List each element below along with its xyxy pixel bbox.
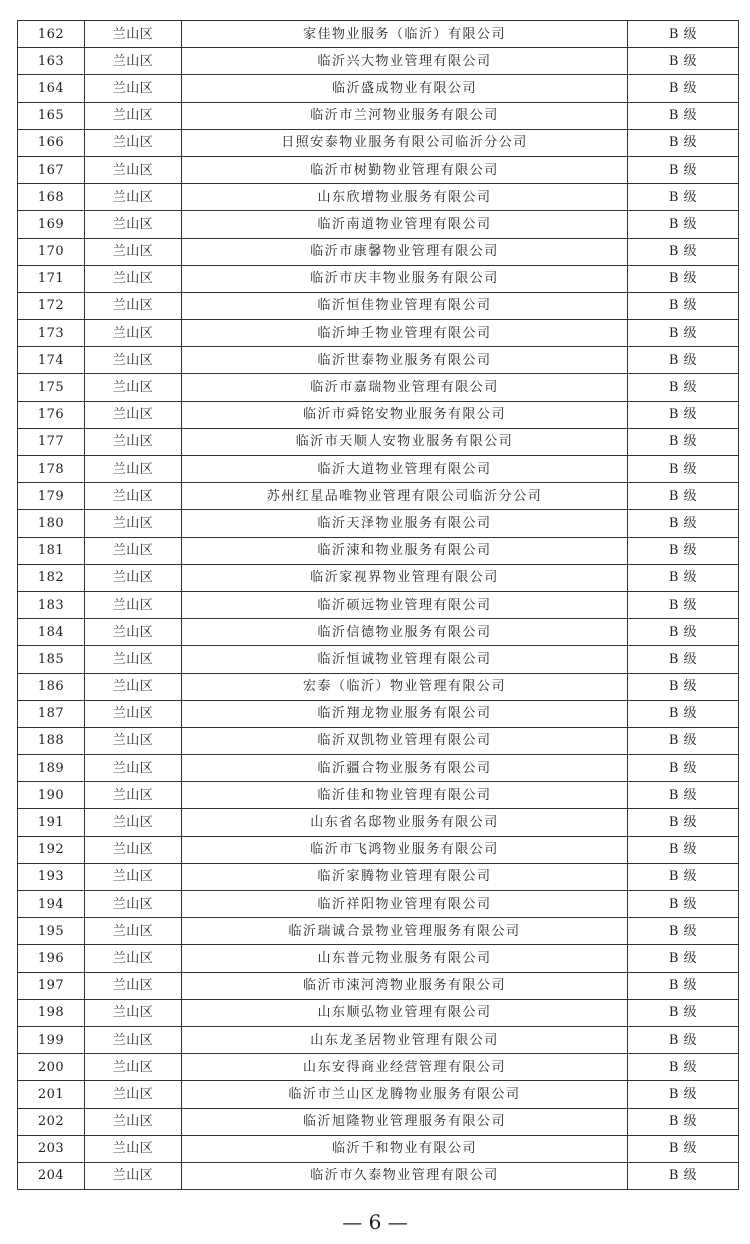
row-number-cell: 165 [18,102,85,129]
district-cell: 兰山区 [85,591,182,618]
row-number-cell: 167 [18,156,85,183]
company-name-cell: 临沂市天顺人安物业服务有限公司 [182,428,628,455]
grade-cell: B 级 [628,809,739,836]
company-name-cell: 临沂天泽物业服务有限公司 [182,510,628,537]
district-cell: 兰山区 [85,918,182,945]
table-row [18,1026,739,1053]
row-number-cell: 179 [18,483,85,510]
district-cell: 兰山区 [85,1026,182,1053]
row-number-cell: 202 [18,1108,85,1135]
row-number-cell: 199 [18,1026,85,1053]
table-row [18,401,739,428]
grade-cell: B 级 [628,320,739,347]
district-cell: 兰山区 [85,320,182,347]
district-cell: 兰山区 [85,836,182,863]
table-body [18,21,739,1190]
company-name-cell: 临沂市涑河湾物业服务有限公司 [182,972,628,999]
company-name-cell: 山东安得商业经营管理有限公司 [182,1054,628,1081]
row-number-cell: 193 [18,863,85,890]
company-name-cell: 临沂疆合物业服务有限公司 [182,755,628,782]
row-number-cell: 204 [18,1162,85,1189]
company-name-cell: 临沂佳和物业管理有限公司 [182,782,628,809]
table-row [18,320,739,347]
table-row [18,292,739,319]
table-row [18,591,739,618]
table-row [18,863,739,890]
row-number-cell: 187 [18,700,85,727]
row-number-cell: 203 [18,1135,85,1162]
table-row [18,836,739,863]
table-row [18,156,739,183]
table-row [18,1108,739,1135]
table-row [18,21,739,48]
company-name-cell: 临沂市兰山区龙腾物业服务有限公司 [182,1081,628,1108]
district-cell: 兰山区 [85,510,182,537]
grade-cell: B 级 [628,891,739,918]
district-cell: 兰山区 [85,891,182,918]
company-name-cell: 临沂恒诚物业管理有限公司 [182,646,628,673]
table-row [18,102,739,129]
grade-cell: B 级 [628,456,739,483]
company-name-cell: 临沂家视界物业管理有限公司 [182,564,628,591]
district-cell: 兰山区 [85,1081,182,1108]
company-name-cell: 家佳物业服务（临沂）有限公司 [182,21,628,48]
district-cell: 兰山区 [85,75,182,102]
grade-cell: B 级 [628,945,739,972]
table-row [18,972,739,999]
row-number-cell: 162 [18,21,85,48]
table-row [18,809,739,836]
company-name-cell: 临沂市嘉瑞物业管理有限公司 [182,374,628,401]
district-cell: 兰山区 [85,347,182,374]
row-number-cell: 198 [18,999,85,1026]
district-cell: 兰山区 [85,21,182,48]
company-name-cell: 临沂千和物业有限公司 [182,1135,628,1162]
row-number-cell: 197 [18,972,85,999]
table-row [18,456,739,483]
grade-cell: B 级 [628,619,739,646]
district-cell: 兰山区 [85,945,182,972]
company-name-cell: 临沂市飞鸿物业服务有限公司 [182,836,628,863]
table-row [18,238,739,265]
table-row [18,483,739,510]
grade-cell: B 级 [628,1135,739,1162]
district-cell: 兰山区 [85,999,182,1026]
company-name-cell: 临沂信德物业服务有限公司 [182,619,628,646]
company-name-cell: 临沂家腾物业管理有限公司 [182,863,628,890]
table-row [18,184,739,211]
district-cell: 兰山区 [85,48,182,75]
grade-cell: B 级 [628,156,739,183]
grade-cell: B 级 [628,401,739,428]
row-number-cell: 195 [18,918,85,945]
district-cell: 兰山区 [85,211,182,238]
company-name-cell: 山东龙圣居物业管理有限公司 [182,1026,628,1053]
grade-cell: B 级 [628,483,739,510]
table-row [18,1162,739,1189]
company-name-cell: 临沂市康馨物业管理有限公司 [182,238,628,265]
row-number-cell: 171 [18,265,85,292]
grade-cell: B 级 [628,211,739,238]
row-number-cell: 192 [18,836,85,863]
row-number-cell: 182 [18,564,85,591]
grade-cell: B 级 [628,999,739,1026]
table-row [18,891,739,918]
row-number-cell: 191 [18,809,85,836]
company-name-cell: 临沂瑞诚合景物业管理服务有限公司 [182,918,628,945]
row-number-cell: 178 [18,456,85,483]
row-number-cell: 185 [18,646,85,673]
table-row [18,428,739,455]
grade-cell: B 级 [628,700,739,727]
grade-cell: B 级 [628,646,739,673]
table-row [18,211,739,238]
company-name-cell: 宏泰（临沂）物业管理有限公司 [182,673,628,700]
district-cell: 兰山区 [85,1054,182,1081]
table-row [18,646,739,673]
table-row [18,1054,739,1081]
company-name-cell: 临沂南道物业管理有限公司 [182,211,628,238]
table-row [18,700,739,727]
district-cell: 兰山区 [85,456,182,483]
grade-cell: B 级 [628,755,739,782]
grade-cell: B 级 [628,1054,739,1081]
grade-cell: B 级 [628,673,739,700]
row-number-cell: 200 [18,1054,85,1081]
row-number-cell: 189 [18,755,85,782]
table-row [18,945,739,972]
row-number-cell: 177 [18,428,85,455]
company-name-cell: 临沂市兰河物业服务有限公司 [182,102,628,129]
grade-cell: B 级 [628,428,739,455]
company-name-cell: 日照安泰物业服务有限公司临沂分公司 [182,129,628,156]
row-number-cell: 188 [18,727,85,754]
district-cell: 兰山区 [85,129,182,156]
company-name-cell: 山东普元物业服务有限公司 [182,945,628,972]
row-number-cell: 168 [18,184,85,211]
company-name-cell: 临沂市庆丰物业服务有限公司 [182,265,628,292]
district-cell: 兰山区 [85,102,182,129]
row-number-cell: 166 [18,129,85,156]
table-row [18,619,739,646]
company-name-cell: 临沂翔龙物业服务有限公司 [182,700,628,727]
grade-cell: B 级 [628,129,739,156]
company-name-cell: 临沂涑和物业服务有限公司 [182,537,628,564]
table-row [18,537,739,564]
district-cell: 兰山区 [85,727,182,754]
company-name-cell: 临沂坤壬物业管理有限公司 [182,320,628,347]
company-name-cell: 临沂大道物业管理有限公司 [182,456,628,483]
grade-cell: B 级 [628,374,739,401]
row-number-cell: 196 [18,945,85,972]
property-company-grade-table [17,20,739,1190]
grade-cell: B 级 [628,48,739,75]
row-number-cell: 176 [18,401,85,428]
grade-cell: B 级 [628,292,739,319]
company-name-cell: 临沂世泰物业服务有限公司 [182,347,628,374]
table-row [18,347,739,374]
company-name-cell: 临沂盛成物业有限公司 [182,75,628,102]
table-row [18,265,739,292]
table-row [18,673,739,700]
row-number-cell: 163 [18,48,85,75]
grade-cell: B 级 [628,537,739,564]
table-row [18,75,739,102]
row-number-cell: 190 [18,782,85,809]
row-number-cell: 181 [18,537,85,564]
table-row [18,510,739,537]
grade-cell: B 级 [628,238,739,265]
district-cell: 兰山区 [85,755,182,782]
grade-cell: B 级 [628,863,739,890]
district-cell: 兰山区 [85,1108,182,1135]
company-name-cell: 临沂市舜铭安物业服务有限公司 [182,401,628,428]
grade-cell: B 级 [628,918,739,945]
district-cell: 兰山区 [85,809,182,836]
company-name-cell: 临沂旭隆物业管理服务有限公司 [182,1108,628,1135]
table-row [18,999,739,1026]
grade-cell: B 级 [628,1081,739,1108]
table-row [18,782,739,809]
row-number-cell: 194 [18,891,85,918]
row-number-cell: 170 [18,238,85,265]
district-cell: 兰山区 [85,673,182,700]
district-cell: 兰山区 [85,700,182,727]
table-row [18,129,739,156]
grade-cell: B 级 [628,21,739,48]
grade-cell: B 级 [628,782,739,809]
district-cell: 兰山区 [85,238,182,265]
page-number: — 6 — [342,1210,408,1234]
row-number-cell: 186 [18,673,85,700]
grade-cell: B 级 [628,836,739,863]
row-number-cell: 173 [18,320,85,347]
district-cell: 兰山区 [85,401,182,428]
company-name-cell: 山东省名邸物业服务有限公司 [182,809,628,836]
grade-cell: B 级 [628,184,739,211]
district-cell: 兰山区 [85,292,182,319]
company-name-cell: 临沂祥阳物业管理有限公司 [182,891,628,918]
district-cell: 兰山区 [85,1135,182,1162]
grade-cell: B 级 [628,265,739,292]
table-row [18,564,739,591]
row-number-cell: 184 [18,619,85,646]
district-cell: 兰山区 [85,782,182,809]
company-name-cell: 临沂兴大物业管理有限公司 [182,48,628,75]
table-row [18,727,739,754]
row-number-cell: 180 [18,510,85,537]
district-cell: 兰山区 [85,1162,182,1189]
row-number-cell: 172 [18,292,85,319]
table-row [18,918,739,945]
grade-cell: B 级 [628,1162,739,1189]
district-cell: 兰山区 [85,483,182,510]
table-row [18,755,739,782]
grade-cell: B 级 [628,591,739,618]
district-cell: 兰山区 [85,184,182,211]
table-row [18,48,739,75]
district-cell: 兰山区 [85,537,182,564]
grade-cell: B 级 [628,972,739,999]
district-cell: 兰山区 [85,619,182,646]
district-cell: 兰山区 [85,265,182,292]
company-name-cell: 苏州红星品唯物业管理有限公司临沂分公司 [182,483,628,510]
company-name-cell: 临沂硕远物业管理有限公司 [182,591,628,618]
row-number-cell: 183 [18,591,85,618]
grade-cell: B 级 [628,1108,739,1135]
grade-cell: B 级 [628,347,739,374]
row-number-cell: 164 [18,75,85,102]
district-cell: 兰山区 [85,374,182,401]
company-name-cell: 临沂市久泰物业管理有限公司 [182,1162,628,1189]
company-name-cell: 临沂恒佳物业管理有限公司 [182,292,628,319]
table-row [18,374,739,401]
row-number-cell: 175 [18,374,85,401]
company-name-cell: 临沂双凯物业管理有限公司 [182,727,628,754]
grade-cell: B 级 [628,1026,739,1053]
district-cell: 兰山区 [85,646,182,673]
row-number-cell: 169 [18,211,85,238]
district-cell: 兰山区 [85,156,182,183]
grade-cell: B 级 [628,102,739,129]
company-name-cell: 临沂市树勤物业管理有限公司 [182,156,628,183]
table-row [18,1081,739,1108]
grade-cell: B 级 [628,510,739,537]
district-cell: 兰山区 [85,863,182,890]
district-cell: 兰山区 [85,564,182,591]
district-cell: 兰山区 [85,972,182,999]
grade-cell: B 级 [628,75,739,102]
row-number-cell: 174 [18,347,85,374]
grade-cell: B 级 [628,727,739,754]
company-name-cell: 山东欣增物业服务有限公司 [182,184,628,211]
table-row [18,1135,739,1162]
row-number-cell: 201 [18,1081,85,1108]
district-cell: 兰山区 [85,428,182,455]
grade-cell: B 级 [628,564,739,591]
company-name-cell: 山东顺弘物业管理有限公司 [182,999,628,1026]
